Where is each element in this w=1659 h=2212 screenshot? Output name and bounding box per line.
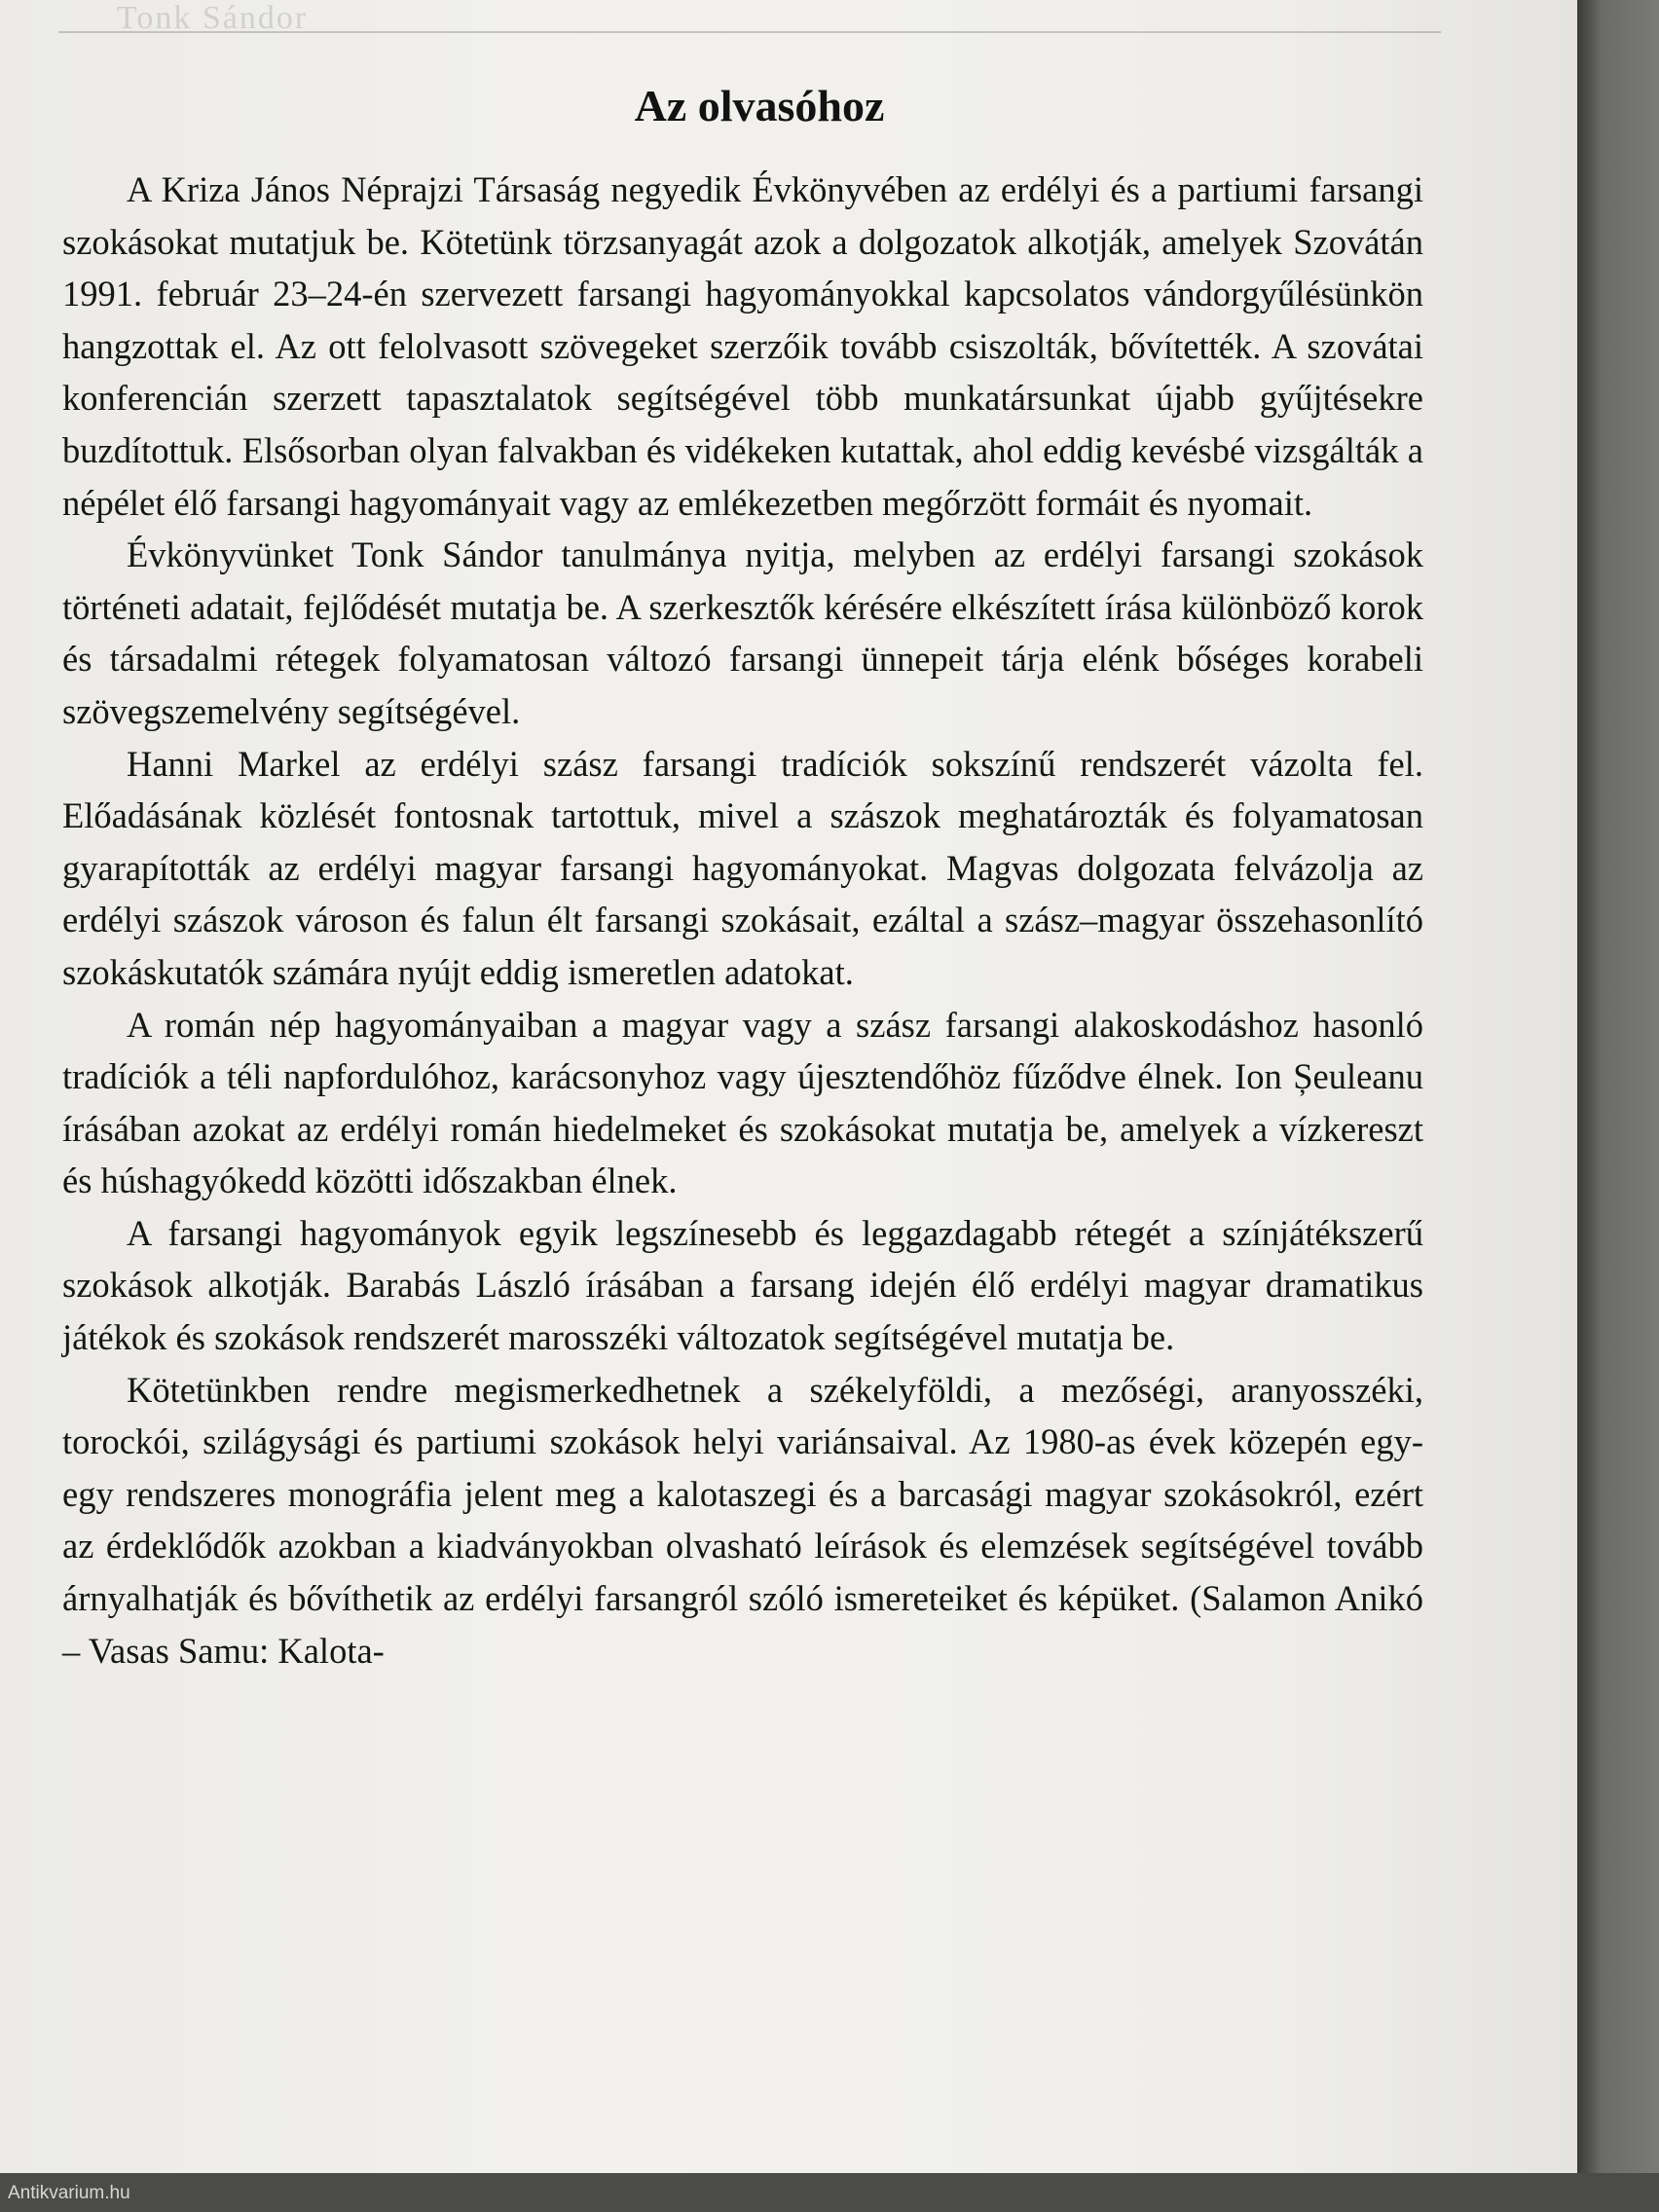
paragraph-5: A farsangi hagyományok egyik legszínesebb és leggazdagabb rétegét a színjátékszerű szokások alkotják. Barabás László írásában a farsang idején élő erdélyi magyar dramatikus játékok és szokások rendszerét marosszéki változatok segítségével mutatja be. [62,1212,1423,1358]
header-rule [58,31,1441,33]
paragraph-4: A román nép hagyományaiban a magyar vagy a szász farsangi alakoskodáshoz hasonló tradíciók a téli napfordulóhoz, karácsonyhoz vagy újesztendőhöz fűződve élnek. Ion Șeuleanu írásában azokat az erdélyi román hiedelmeket és szokásokat mutatja be, amelyek a vízkereszt és húshagyókedd közötti időszakban élnek. [62,1004,1423,1201]
page-title: Az olvasóhoz [634,81,885,130]
running-head-bleed: Tonk Sándor [117,0,309,36]
paragraph-6: Kötetünkben rendre megismerkedhetnek a székelyföldi, a mezőségi, aranyosszéki, torockói, szilágysági és partiumi szokások helyi variánsaival. Az 1980-as évek közepén egy-egy rendszeres monográfia jelent meg a kalotaszegi és a barcasági magyar szokásokról, ezért az érdeklődők azokban a kiadványokban olvasható leírások és elemzések segítségével tovább árnyalhatják és bővíthetik az erdélyi farsangról szóló ismereteiket és képüket. (Salamon Anikó – Vasas Samu: Kalota- [62,1369,1423,1671]
page-edge-shadow [1577,0,1659,2212]
paragraph-2: Évkönyvünket Tonk Sándor tanulmánya nyitja, melyben az erdélyi farsangi szokások történeti adatait, fejlődését mutatja be. A szerkesztők kérésére elkészített írása különböző korok és társadalmi rétegek folyamatosan változó farsangi ünnepeit tárja elénk bőséges korabeli szövegszemelvény segítségével. [62,535,1423,731]
paragraph-1: A Kriza János Néprajzi Társaság negyedik Évkönyvében az erdélyi és a partiumi farsangi szokásokat mutatjuk be. Kötetünk törzsanyagát azok a dolgozatok alkotják, amelyek Szovátán 1991. február 23–24-én szervezett farsangi hagyományokkal kapcsolatos vándorgyűlésünkön hangzottak el. Az ott felolvasott szövegeket szerzőik tovább csiszolták, bővítették. A szovátai konferencián szerzett tapasztalatok segítségével több munkatársunkat újabb gyűjtésekre buzdítottuk. Elsősorban olyan falvakban és vidékeken kutattak, ahol eddig kevésbé vizsgálták a népélet élő farsangi hagyományait vagy az emlékezetben megőrzött formáit és nyomait. [62,169,1423,523]
paragraph-3: Hanni Markel az erdélyi szász farsangi tradíciók sokszínű rendszerét vázolta fel. Előadásának közlését fontosnak tartottuk, mivel a szászok meghatározták és folyamatosan gyarapították az erdélyi magyar farsangi hagyományokat. Magvas dolgozata felvázolja az erdélyi szászok városon és falun élt farsangi szokásait, ezáltal a szász–magyar összehasonlító szokáskutatók számára nyújt eddig ismeretlen adatokat. [62,743,1423,992]
article-body [62,164,1423,1677]
bottom-shadow [0,2173,1659,2212]
watermark: Antikvarium.hu [8,2183,130,2203]
